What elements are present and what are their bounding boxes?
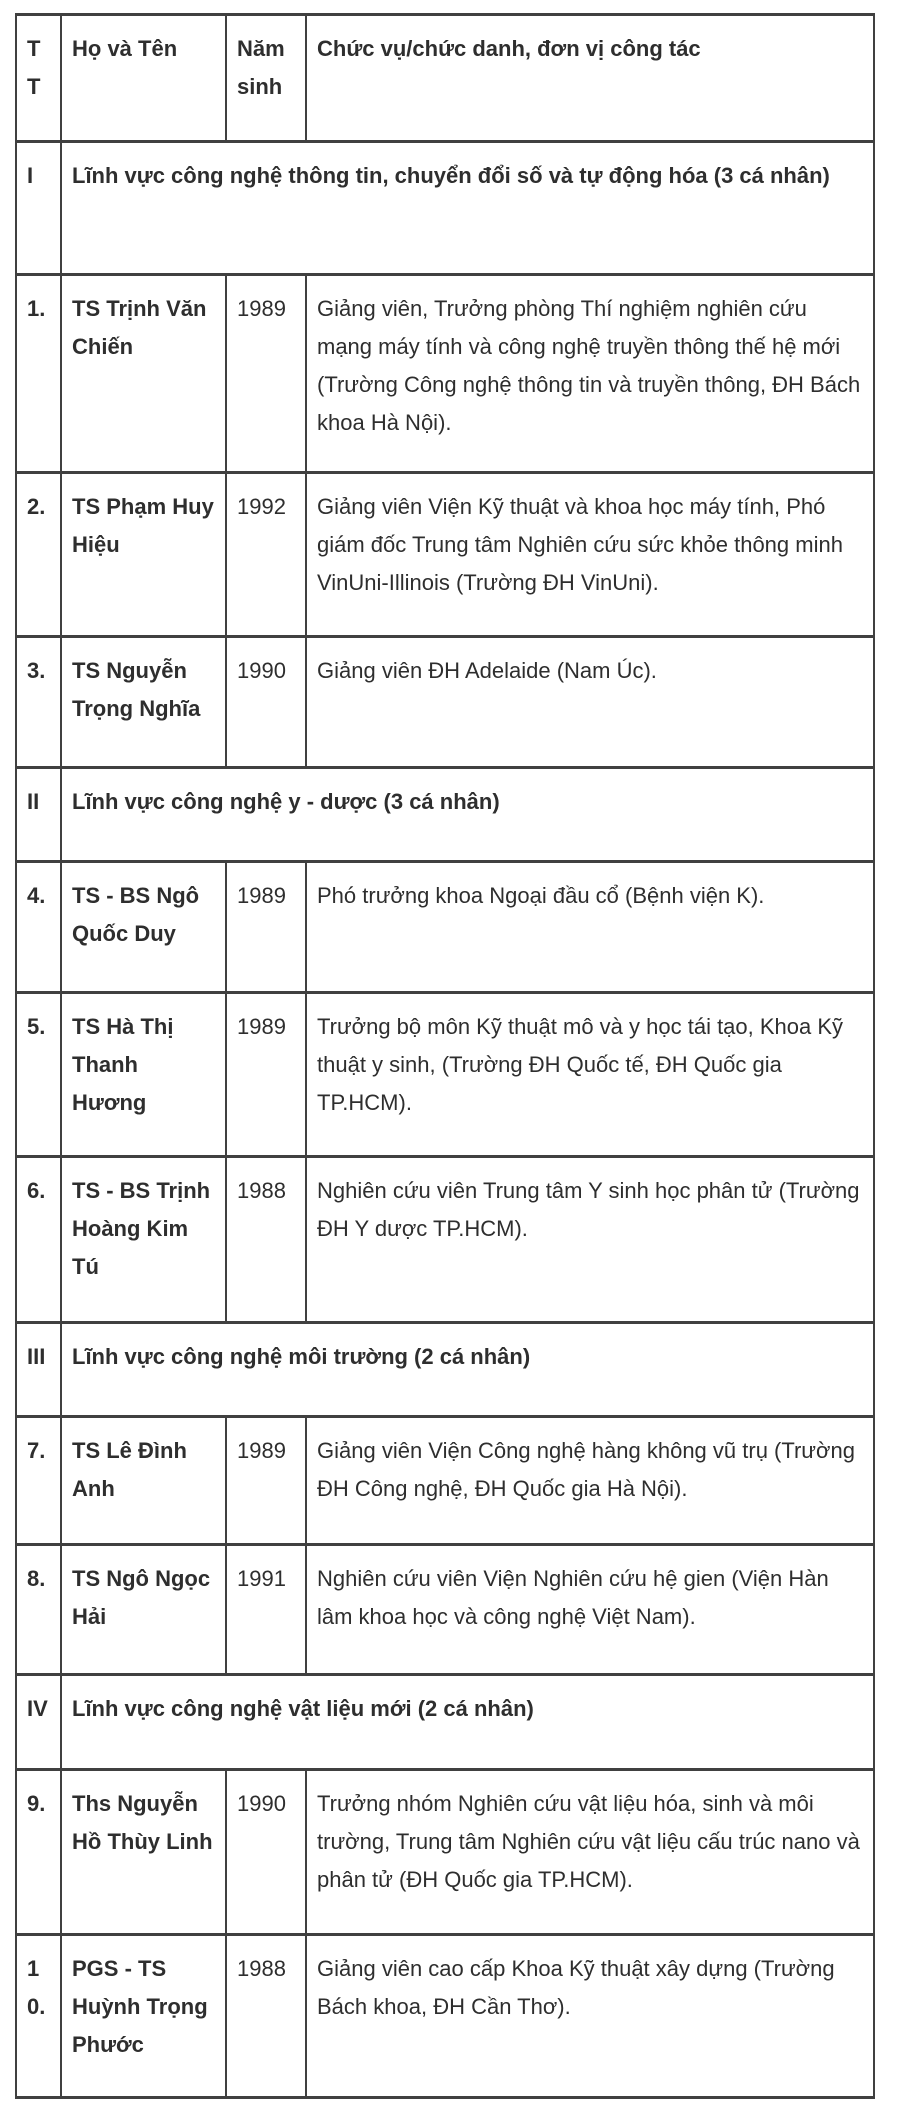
person-row <box>16 1417 874 1545</box>
section-numeral: I <box>16 142 61 275</box>
header-cell-name: Họ và Tên <box>61 15 226 142</box>
person-tt: 3. <box>16 637 61 768</box>
person-tt: 2. <box>16 473 61 637</box>
person-birthyear: 1992 <box>226 473 306 637</box>
header-cell-tt: TT <box>16 15 61 142</box>
person-tt: 9. <box>16 1770 61 1935</box>
section-numeral: III <box>16 1323 61 1417</box>
person-birthyear: 1988 <box>226 1935 306 2098</box>
person-name: Ths Nguyễn Hồ Thùy Linh <box>61 1770 226 1935</box>
person-birthyear: 1988 <box>226 1157 306 1323</box>
person-birthyear: 1991 <box>226 1545 306 1675</box>
person-name: TS Lê Đình Anh <box>61 1417 226 1545</box>
section-row <box>16 1675 874 1770</box>
person-tt: 8. <box>16 1545 61 1675</box>
person-birthyear: 1990 <box>226 1770 306 1935</box>
section-row <box>16 1323 874 1417</box>
person-name: TS Phạm Huy Hiệu <box>61 473 226 637</box>
person-position: Nghiên cứu viên Viện Nghiên cứu hệ gien (Viện Hàn lâm khoa học và công nghệ Việt Nam). <box>306 1545 874 1675</box>
section-title: Lĩnh vực công nghệ môi trường (2 cá nhân) <box>61 1323 874 1417</box>
person-tt: 4. <box>16 862 61 993</box>
person-position: Giảng viên Viện Kỹ thuật và khoa học máy tính, Phó giám đốc Trung tâm Nghiên cứu sức khỏe thông minh VinUni-Illinois (Trường ĐH VinUni). <box>306 473 874 637</box>
person-row <box>16 862 874 993</box>
section-title: Lĩnh vực công nghệ y - dược (3 cá nhân) <box>61 768 874 862</box>
person-tt: 1. <box>16 275 61 473</box>
section-numeral: IV <box>16 1675 61 1770</box>
person-row <box>16 275 874 473</box>
person-birthyear: 1989 <box>226 862 306 993</box>
person-position: Phó trưởng khoa Ngoại đầu cổ (Bệnh viện K). <box>306 862 874 993</box>
person-tt: 10. <box>16 1935 61 2098</box>
person-position: Giảng viên cao cấp Khoa Kỹ thuật xây dựng (Trường Bách khoa, ĐH Cần Thơ). <box>306 1935 874 2098</box>
personnel-table <box>15 13 875 2099</box>
person-name: TS - BS Ngô Quốc Duy <box>61 862 226 993</box>
person-position: Trưởng bộ môn Kỹ thuật mô và y học tái tạo, Khoa Kỹ thuật y sinh, (Trường ĐH Quốc tế, ĐH Quốc gia TP.HCM). <box>306 993 874 1157</box>
person-tt: 5. <box>16 993 61 1157</box>
person-position: Giảng viên, Trưởng phòng Thí nghiệm nghiên cứu mạng máy tính và công nghệ truyền thông thế hệ mới (Trường Công nghệ thông tin và truyền thông, ĐH Bách khoa Hà Nội). <box>306 275 874 473</box>
person-birthyear: 1989 <box>226 1417 306 1545</box>
person-birthyear: 1990 <box>226 637 306 768</box>
person-position: Giảng viên Viện Công nghệ hàng không vũ trụ (Trường ĐH Công nghệ, ĐH Quốc gia Hà Nội). <box>306 1417 874 1545</box>
header-cell-position: Chức vụ/chức danh, đơn vị công tác <box>306 15 874 142</box>
person-name: TS Nguyễn Trọng Nghĩa <box>61 637 226 768</box>
person-name: PGS - TS Huỳnh Trọng Phước <box>61 1935 226 2098</box>
person-tt: 7. <box>16 1417 61 1545</box>
person-row <box>16 993 874 1157</box>
person-row <box>16 1935 874 2098</box>
person-row <box>16 1157 874 1323</box>
person-position: Trưởng nhóm Nghiên cứu vật liệu hóa, sinh và môi trường, Trung tâm Nghiên cứu vật liệu cấu trúc nano và phân tử (ĐH Quốc gia TP.HCM). <box>306 1770 874 1935</box>
person-birthyear: 1989 <box>226 275 306 473</box>
section-row <box>16 142 874 275</box>
person-position: Nghiên cứu viên Trung tâm Y sinh học phân tử (Trường ĐH Y dược TP.HCM). <box>306 1157 874 1323</box>
person-name: TS Ngô Ngọc Hải <box>61 1545 226 1675</box>
person-name: TS Hà Thị Thanh Hương <box>61 993 226 1157</box>
person-name: TS Trịnh Văn Chiến <box>61 275 226 473</box>
header-cell-birthyear: Năm sinh <box>226 15 306 142</box>
person-position: Giảng viên ĐH Adelaide (Nam Úc). <box>306 637 874 768</box>
person-row <box>16 473 874 637</box>
person-row <box>16 1545 874 1675</box>
section-title: Lĩnh vực công nghệ vật liệu mới (2 cá nhân) <box>61 1675 874 1770</box>
section-numeral: II <box>16 768 61 862</box>
section-row <box>16 768 874 862</box>
table-header-row <box>16 15 874 142</box>
person-row <box>16 1770 874 1935</box>
section-title: Lĩnh vực công nghệ thông tin, chuyển đổi số và tự động hóa (3 cá nhân) <box>61 142 874 275</box>
person-row <box>16 637 874 768</box>
person-name: TS - BS Trịnh Hoàng Kim Tú <box>61 1157 226 1323</box>
person-birthyear: 1989 <box>226 993 306 1157</box>
person-tt: 6. <box>16 1157 61 1323</box>
